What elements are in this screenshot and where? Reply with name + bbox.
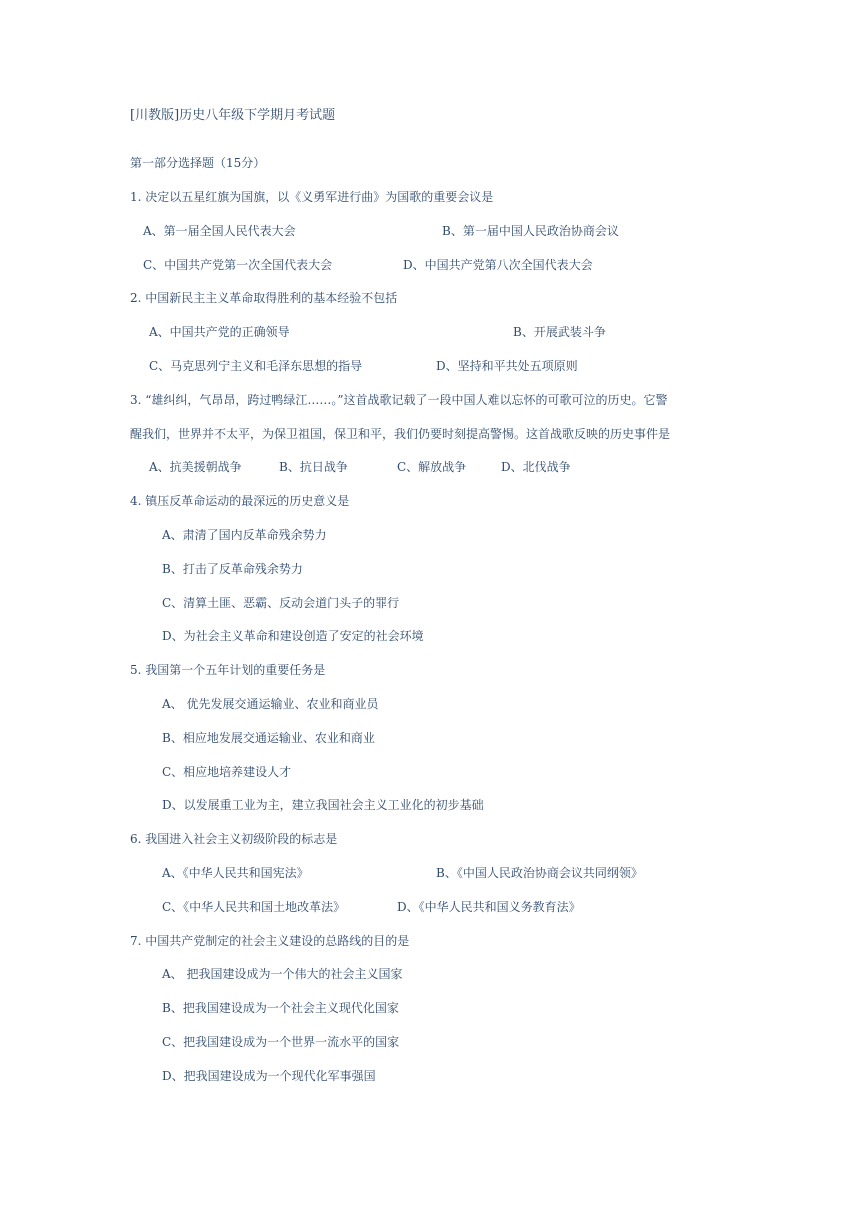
question-5-option-c: C、相应地培养建设人才 <box>162 765 292 779</box>
question-5-option-b: B、相应地发展交通运输业、农业和商业 <box>162 731 375 745</box>
question-2-option-b: B、开展武装斗争 <box>513 325 606 339</box>
question-3-option-c: C、解放战争 <box>397 460 467 474</box>
question-5-option-d: D、以发展重工业为主，建立我国社会主义工业化的初步基础 <box>162 798 484 812</box>
question-1-option-c: C、中国共产党第一次全国代表大会 <box>143 258 333 272</box>
question-3-stem-continued: 醒我们，世界并不太平，为保卫祖国，保卫和平，我们仍要时刻提高警惕。这首战歌反映的历史事件是 <box>130 427 671 441</box>
question-5-stem: 5. 我国第一个五年计划的重要任务是 <box>130 663 326 677</box>
question-7-option-a: A、 把我国建设成为一个伟大的社会主义国家 <box>162 967 403 981</box>
question-1-option-d: D、中国共产党第八次全国代表大会 <box>403 258 593 272</box>
question-6-stem: 6. 我国进入社会主义初级阶段的标志是 <box>130 832 338 846</box>
question-4-option-b: B、打击了反革命残余势力 <box>162 562 303 576</box>
question-6-option-c: C、《中华人民共和国土地改革法》 <box>162 900 346 914</box>
question-7-option-b: B、把我国建设成为一个社会主义现代化国家 <box>162 1001 399 1015</box>
question-3-stem: 3. “雄纠纠，气昂昂，跨过鸭绿江……。”这首战歌记载了一段中国人难以忘怀的可歌可泣的历史。它警 <box>130 393 668 407</box>
question-3-option-d: D、北伐战争 <box>501 460 571 474</box>
question-1-stem: 1. 决定以五星红旗为国旗，以《义勇军进行曲》为国歌的重要会议是 <box>130 190 494 204</box>
question-4-stem: 4. 镇压反革命运动的最深远的历史意义是 <box>130 494 350 508</box>
question-6-option-a: A、《中华人民共和国宪法》 <box>162 866 309 880</box>
question-7-option-d: D、把我国建设成为一个现代化军事强国 <box>162 1069 376 1083</box>
question-2-option-d: D、坚持和平共处五项原则 <box>436 359 578 373</box>
question-6-option-d: D、《中华人民共和国义务教育法》 <box>397 900 581 914</box>
question-1-option-b: B、第一届中国人民政治协商会议 <box>442 224 619 238</box>
question-7-option-c: C、把我国建设成为一个世界一流水平的国家 <box>162 1035 400 1049</box>
question-2-option-c: C、马克思列宁主义和毛泽东思想的指导 <box>149 359 363 373</box>
question-5-option-a: A、 优先发展交通运输业、农业和商业员 <box>162 697 379 711</box>
question-7-stem: 7. 中国共产党制定的社会主义建设的总路线的目的是 <box>130 934 410 948</box>
question-3-option-b: B、抗日战争 <box>279 460 348 474</box>
section-heading: 第一部分选择题（15分） <box>130 156 266 170</box>
question-1-option-a: A、第一届全国人民代表大会 <box>143 224 296 238</box>
question-4-option-d: D、为社会主义革命和建设创造了安定的社会环境 <box>162 629 424 643</box>
question-2-stem: 2. 中国新民主主义革命取得胜利的基本经验不包括 <box>130 291 398 305</box>
question-3-option-a: A、抗美援朝战争 <box>149 460 242 474</box>
question-4-option-a: A、肃清了国内反革命残余势力 <box>162 528 327 542</box>
question-4-option-c: C、清算土匪、恶霸、反动会道门头子的罪行 <box>162 596 400 610</box>
question-2-option-a: A、中国共产党的正确领导 <box>149 325 290 339</box>
page-title: [川教版]历史八年级下学期月考试题 <box>130 108 336 123</box>
question-6-option-b: B、《中国人民政治协商会议共同纲领》 <box>436 866 643 880</box>
